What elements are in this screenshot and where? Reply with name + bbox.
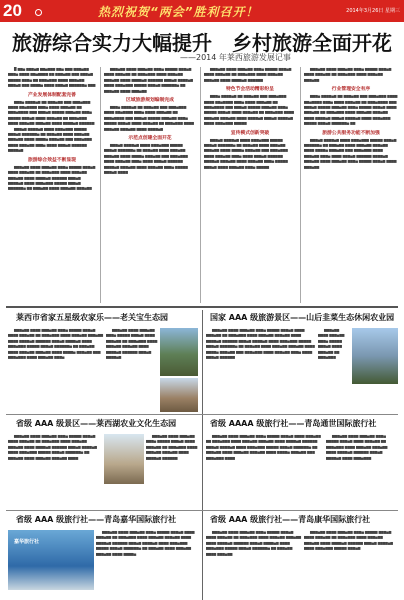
ad-photo-2 (352, 328, 398, 384)
slogan: 热烈祝贺“两会”胜利召开！ (98, 5, 259, 19)
ad-row-rule (6, 510, 398, 511)
column-rule (300, 67, 301, 303)
ad-text-1: ▆▆▆▅▆▆ ▆▆▆▆ ▆▆▆▅▆▆ ▆▆▆▅ ▆▆▆▆▆ ▆▆▆▅▆ ▆▆▆▆ ▆▆▆▅▆▆ ▆▆ ▆▆▆▅▆▆▆ ▆▆▆▆ ▆▆▆▅▆▆ ▆▆▆▅▆▆ ▆▆▆▆ ▆▆▆▆▅▆ ▆▆▆▆▆▆ ▆▆▆▅▆ ▆▆▆▆▅▆ ▆▆▆▆ ▆▆▆▅▆▆▆ ▆▆▆▆▆ ▆▆▆▅▆ ▆▆▆▆▆▆▅ ▆▆ ▆▆▆▅▆▆ ▆▆▆▆ ▆▆▆▅▆▆ ▆▆▆▅▆▆ ▆▆▆▆ ▆▆▆▆▅ ▆▆▆▅▆▆ ▆▆▆ ▆▆▆▅▆▆▆ ▆▆▆▆ ▆▆▆▅▆▆ ▆▆▆▅ (8, 328, 104, 360)
section-heading: 旅游综合效益不断显现 (28, 157, 76, 163)
ad-title-5: 省级 AAA 级旅行社——青岛嘉华国际旅行社 (16, 515, 177, 524)
dateline: 2014年3月26日 星期三 (346, 8, 400, 14)
photo-storefront-sign: 嘉华旅行社 (14, 539, 40, 545)
article-headline: 旅游综合实力大幅提升 乡村旅游全面开花 (12, 31, 392, 55)
ad-text-4: ▆▆▆▅▆▆ ▆▆▆▆ ▆▆▆▅▆▆ ▆▆▆▅ ▆▆▆▆▆ ▆▆▆▅▆ ▆▆▆▆ ▆▆▆▅▆▆ ▆▆ ▆▆▆▅▆▆▆ ▆▆▆▆ ▆▆▆▅▆▆ ▆▆▆▅▆▆ ▆▆▆▆ ▆▆▆▆▅▆ ▆▆▆▆▆▆ ▆▆▆▅▆ ▆▆▆▆▅▆ ▆▆▆▆ ▆▆▆▅▆▆▆ ▆▆▆▆▆ ▆▆▆▅▆ ▆▆▆▆▆▆▅ ▆▆ ▆▆▆▅▆▆ ▆▆▆▆ ▆▆▆▅▆▆ ▆▆▆▅▆▆ ▆▆▆▆ ▆▆▆▆▅ ▆▆▆▅▆▆ ▆▆▆ ▆▆▆▅▆▆▆ ▆▆▆▆ (206, 434, 321, 460)
ad-text-5: ▆▆▆▅▆▆ ▆▆▆▆ ▆▆▆▅▆▆ ▆▆▆▅ ▆▆▆▆▆ ▆▆▆▅▆ ▆▆▆▆ ▆▆▆▅▆▆ ▆▆ ▆▆▆▅▆▆▆ ▆▆▆▆ ▆▆▆▅▆▆ ▆▆▆▅▆▆ ▆▆▆▆ ▆▆▆▆▅▆ ▆▆▆▆▆▆ ▆▆▆▅▆ ▆▆▆▆▅▆ ▆▆▆▆ ▆▆▆▅▆▆▆ ▆▆▆▆▆ ▆▆▆▅▆ ▆▆▆▆▆▆▅ ▆▆ ▆▆▆▅▆▆ ▆▆▆▆ ▆▆▆▅▆▆ ▆▆▆▅▆▆ ▆▆▆▆ ▆▆▆▆▅ (96, 530, 195, 556)
ad-title-4: 省级 AAAA 级旅行社——青岛通世国际旅行社 (210, 419, 377, 428)
article-column-3: ▆▆▆▅▆▆ ▆▆▆▆ ▆▆▆▅▆▆ ▆▆▆▅ ▆▆▆▆▆ ▆▆▆▅▆ ▆▆▆▆ ▆▆▆▅▆▆ ▆▆ ▆▆▆▅▆▆▆ ▆▆▆▆ ▆▆▆▅▆▆ ▆▆▆▅▆▆ ▆▆▆▆ ▆▆▆▆▅▆ ▆▆▆▆▆▆ 特色节会活动精彩纷呈 ▆▆▆▅ ▆▆▆▆▅▆ ▆▆ ▆▆▆▅▆▆ ▆▆▆ ▆▆▆▅▆▆▆ ▆▆▆▆ ▆▆▅▆▆▆▆ ▆▆▆▅ ▆▆▆▆ ▆▆▆▅▆▆ ▆▆ ▆▆▆▅▆▆▆▆ ▆▆▆ ▆▆▆▅▆ ▆▆▆▆▆ ▆▆▆▅▆▆ ▆▆▆▅ ▆▆▆▆▆ ▆▆▆▅▆ ▆▆▆▆ ▆▆▆▅▆▆ ▆▆ ▆▆▆▅▆▆▆ ▆▆▆▆ ▆▆▆▅▆▆ ▆▆▆▅▆▆ ▆▆▆▆ ▆▆▆▆▅▆ ▆▆▆▅▆ ▆▆▆▆▅▆ ▆▆▆▆ ▆▆▆▅▆▆▆ ▆▆▆▆▆ 宣传模式创新突破 ▆▆▆▅▆ ▆▆▆▆▅▆ ▆▆▆▆ ▆▆▆▅▆▆▆ ▆▆▆▆▆ ▆▆▆▅▆ ▆▆▆▆▆▆▅ ▆▆ ▆▆▆▅▆▆ ▆▆▆▆ ▆▆▆▅▆▆ ▆▆▆▅▆▆ ▆▆▆▆ ▆▆▆▆▅ ▆▆▆▅▆▆ ▆▆▆ ▆▆▆▅▆▆▆ ▆▆▆▆ ▆▆▆▅▆▆ ▆▆▆▅ ▆▆▆▆ ▆▆▆▅▆ ▆▆▆▆▆▆ ▆▆▆▆▅▆ ▆▆▆▅▆▆ ▆▆▆▆ ▆▆▆▅▆▆ ▆▆▆▅ ▆▆▆▆▆ ▆▆▆▅▆ ▆▆▆▆ ▆▆▆▅▆▆ ▆▆▆▅ ▆▆▆▆▆ (204, 67, 296, 303)
ad-text-1b: ▆▆▆▅▆▆ ▆▆▆▆ ▆▆▆▅▆▆ ▆▆▆▅ ▆▆▆▆▆ ▆▆▆▅▆ ▆▆▆▆ ▆▆▆▅▆▆ ▆▆ ▆▆▆▅▆▆▆ ▆▆▆▆ ▆▆▆▅▆▆ ▆▆▆▅▆▆ ▆▆▆▆ ▆▆▆▆▅▆ ▆▆▆▆▆▆ ▆▆▆▅▆ ▆▆▆▆▅▆ (106, 328, 158, 360)
ad-row-rule (6, 414, 398, 415)
ad-photo-3 (104, 434, 144, 484)
section-divider (6, 306, 398, 308)
ad-title-6: 省级 AAA 级旅行社——青岛康华国际旅行社 (210, 515, 371, 524)
section-heading: 旅游公共服务功能不断加强 (322, 130, 380, 136)
ad-text-3b: ▆▆▆▅▆▆ ▆▆▆▆ ▆▆▆▅▆▆ ▆▆▆▅ ▆▆▆▆▆ ▆▆▆▅▆ ▆▆▆▆ ▆▆▆▅▆▆ ▆▆ ▆▆▆▅▆▆▆ ▆▆▆▆ ▆▆▆▅▆▆ ▆▆▆▅▆▆ ▆▆▆▆ ▆▆▆▆▅▆ ▆▆▆▆▆▆ (146, 434, 198, 460)
column-rule (200, 67, 201, 303)
ad-divider (202, 310, 203, 600)
ad-text-6: ▆▆▆▅▆▆ ▆▆▆▆ ▆▆▆▅▆▆ ▆▆▆▅ ▆▆▆▆▆ ▆▆▆▅▆ ▆▆▆▆ ▆▆▆▅▆▆ ▆▆ ▆▆▆▅▆▆▆ ▆▆▆▆ ▆▆▆▅▆▆ ▆▆▆▅▆▆ ▆▆▆▆ ▆▆▆▆▅▆ ▆▆▆▆▆▆ ▆▆▆▅▆ ▆▆▆▆▅▆ ▆▆▆▆ ▆▆▆▅▆▆▆ ▆▆▆▆▆ ▆▆▆▅▆ ▆▆▆▆▆▆▅ ▆▆ ▆▆▆▅▆▆ ▆▆▆▆ ▆▆▆▅▆▆ (206, 530, 302, 556)
section-heading: 行业管理安全有序 (331, 87, 371, 93)
section-heading: 示范点创建全面开花 (128, 136, 172, 142)
ad-text-6b: ▆▆▆▅▆▆ ▆▆▆▆ ▆▆▆▅▆▆ ▆▆▆▅ ▆▆▆▆▆ ▆▆▆▅▆ ▆▆▆▆ ▆▆▆▅▆▆ ▆▆ ▆▆▆▅▆▆▆ ▆▆▆▆ ▆▆▆▅▆▆ ▆▆▆▅▆▆ ▆▆▆▆ ▆▆▆▆▅▆ ▆▆▆▆▆▆ ▆▆▆▅▆ ▆▆▆▆▅▆ ▆▆▆▆ ▆▆▆▅▆▆▆ ▆▆▆▆▆ ▆▆▆▅▆ (304, 530, 393, 551)
ad-text-2: ▆▆▆▅▆▆ ▆▆▆▆ ▆▆▆▅▆▆ ▆▆▆▅ ▆▆▆▆▆ ▆▆▆▅▆ ▆▆▆▆ ▆▆▆▅▆▆ ▆▆ ▆▆▆▅▆▆▆ ▆▆▆▆ ▆▆▆▅▆▆ ▆▆▆▅▆▆ ▆▆▆▆ ▆▆▆▆▅▆ ▆▆▆▆▆▆ ▆▆▆▅▆ ▆▆▆▆▅▆ ▆▆▆▆ ▆▆▆▅▆▆▆ ▆▆▆▆▆ ▆▆▆▅▆ ▆▆▆▆▆▆▅ ▆▆ ▆▆▆▅▆▆ ▆▆▆▆ ▆▆▆▅▆▆ ▆▆▆▅▆▆ ▆▆▆▆ ▆▆▆▆▅ ▆▆▆▅▆▆ ▆▆▆ ▆▆▆▅▆▆▆ ▆▆▆▆ ▆▆▆▅▆▆ ▆▆▆▅ ▆▆▆▆ ▆▆▆▅▆ ▆▆▆▆▆▆ (206, 328, 315, 360)
article-subheadline: ——2014 年莱西旅游发展记事 (180, 53, 291, 62)
article-column-2: ▆▆▆▅▆▆ ▆▆▆▆ ▆▆▆▅▆▆ ▆▆▆▅ ▆▆▆▆▆ ▆▆▆▅▆ ▆▆▆▆ ▆▆▆▅▆▆ ▆▆ ▆▆▆▅▆▆▆ ▆▆▆▆ ▆▆▆▅▆▆ ▆▆▆▅▆▆ ▆▆▆▆ ▆▆▆▆▅▆ ▆▆▆▆▆▆ ▆▆▆▅▆ ▆▆▆▆▅▆ ▆▆▆▆ ▆▆▆▅▆▆▆ ▆▆▆▆▆ ▆▆▆▅▆ ▆▆▆▆▆▆▅ ▆▆ ▆▆▆▅▆▆ ▆▆▆▆ ▆▆▆▅▆▆ 区域旅游规划编制完成 ▆▆▆▅ ▆▆▆▆▅▆ ▆▆ ▆▆▆▅▆▆ ▆▆▆ ▆▆▆▅▆▆▆ ▆▆▆▆ ▆▆▅▆▆▆▆ ▆▆▆▅ ▆▆▆▆ ▆▆▆▅▆▆ ▆▆ ▆▆▆▅▆▆▆▆ ▆▆▆ ▆▆▆▅▆ ▆▆▆▆▆ ▆▆▆▅▆▆ ▆▆▆▅ ▆▆▆▆▆ ▆▆▆▅▆ ▆▆▆▆ ▆▆▆▅▆▆ ▆▆ ▆▆▆▅▆▆▆ ▆▆▆▆ ▆▆▆▅▆▆ ▆▆▆▅▆▆ ▆▆▆▆ ▆▆▆▆▅▆ 示范点创建全面开花 ▆▆▆▅▆ ▆▆▆▆▅▆ ▆▆▆▆ ▆▆▆▅▆▆▆ ▆▆▆▆▆ ▆▆▆▅▆ ▆▆▆▆▆▆▅ ▆▆ ▆▆▆▅▆▆ ▆▆▆▆ ▆▆▆▅▆▆ ▆▆▆▅▆▆ ▆▆▆▆ ▆▆▆▆▅ ▆▆▆▅▆▆ ▆▆▆ ▆▆▆▅▆▆▆ ▆▆▆▆ ▆▆▆▅▆▆ ▆▆▆▅ ▆▆▆▆ ▆▆▆▅▆ ▆▆▆▆▆▆ ▆▆▆▆▅▆ ▆▆▆▅▆▆ ▆▆▆▆ ▆▆▆▅▆▆ ▆▆▆▅ ▆▆▆▆▆ ▆▆▆▅▆ ▆▆▆▆ (104, 67, 196, 303)
article-column-1: █ ▆▆▅ ▆▆▆▅▆ ▆▆▅▆▆▆ ▆▆▅ ▆▆▆ ▆▆▆▅▆▆ ▆▆▆▅ ▆▆▆▆ ▆▆▅▆▆▆▆ ▆▆ ▆▆▆▅▆▆ ▆▆▆ ▆▆▆▅▆ ▆▆▆▆▆ ▆▆▆▅ ▆▆ ▆▆▆▅▆▆▆ ▆▆▆▆ ▆▆▆▅▆▆ ▆▆▆▅▆ ▆▆▆ ▆▆▆▆▅ ▆▆▆▆ ▆▆▆▅▆ ▆▆▆▆▆▆▅ ▆▆▆ 产业发展体制配套完善 ▆▆▆▅ ▆▆▆▆▅▆ ▆▆ ▆▆▆▅▆▆ ▆▆▆ ▆▆▆▅▆▆▆ ▆▆▆▆ ▆▆▅▆▆▆▆ ▆▆▆▅ ▆▆▆▆ ▆▆▆▅▆▆ ▆▆ ▆▆▆▅▆▆▆▆ ▆▆▆ ▆▆▆▅▆ ▆▆▆▆▆ ▆▆▆▅▆▆ ▆▆▆▅ ▆▆▆▆▆ ▆▆▆▅▆ ▆▆▆▆ ▆▆▆▅▆▆ ▆▆ ▆▆▆▅▆▆▆ ▆▆▆▆ ▆▆▆▅▆▆ ▆▆▆▅▆▆ ▆▆▆▆ ▆▆▆▆▅▆ ▆▆▆▆▆▆ ▆▆▆▅▆ ▆▆▆▆▅▆ ▆▆▆▆ ▆▆▆▅▆▆▆ ▆▆▆▆▆ ▆▆▆▅▆ ▆▆▆▆▆▆▅ ▆▆ ▆▆▆▅▆▆ ▆▆▆▆ ▆▆▆▅▆▆ ▆▆▆▅▆▆ ▆▆▆▆ ▆▆▆▆▅ ▆▆▆▅▆▆ ▆▆▆ ▆▆▆▅▆▆▆ ▆▆▆▆ ▆▆▆▅▆▆ ▆▆▆▅ ▆▆▆▆ ▆▆▆▅▆ ▆▆▆▆▆▆ ▆▆▆▆▅▆ 旅游综合效益不断显现 ▆▆▆▅▆▆ ▆▆▆▆ ▆▆▆▅▆▆ ▆▆▆▅ ▆▆▆▆▆ ▆▆▆▅▆ ▆▆▆▆ ▆▆▆▅▆▆ ▆▆ ▆▆▆▅▆▆▆ ▆▆▆▆ ▆▆▆▅▆▆ ▆▆▆▅▆▆ ▆▆▆▆ ▆▆▆▆▅▆ ▆▆▆▆▆▆ ▆▆▆▅▆ ▆▆▆▆▅▆ ▆▆▆▆ ▆▆▆▅▆▆▆ ▆▆▆▆▆ ▆▆▆▅▆ ▆▆▆▆▆▆▅ ▆▆ ▆▆▆▅▆▆ ▆▆▆▆ ▆▆▆▅▆▆ ▆▆▆▅▆▆ (8, 67, 96, 191)
column-rule (100, 67, 101, 303)
ad-photo-1 (160, 328, 198, 376)
header-banner (0, 0, 404, 22)
ad-text-3: ▆▆▆▅▆▆ ▆▆▆▆ ▆▆▆▅▆▆ ▆▆▆▅ ▆▆▆▆▆ ▆▆▆▅▆ ▆▆▆▆ ▆▆▆▅▆▆ ▆▆ ▆▆▆▅▆▆▆ ▆▆▆▆ ▆▆▆▅▆▆ ▆▆▆▅▆▆ ▆▆▆▆ ▆▆▆▆▅▆ ▆▆▆▆▆▆ ▆▆▆▅▆ ▆▆▆▆▅▆ ▆▆▆▆ ▆▆▆▅▆▆▆ ▆▆▆▆▆ ▆▆▆▅▆ ▆▆▆▆▆▆▅ ▆▆ ▆▆▆▅▆▆ ▆▆▆▆ ▆▆▆▅▆▆ ▆▆▆▅▆▆ ▆▆▆▆ (8, 434, 97, 460)
section-heading: 区域旅游规划编制完成 (126, 98, 174, 104)
section-heading: 产业发展体制配套完善 (28, 92, 76, 98)
ad-photo-1b (160, 378, 198, 412)
ad-title-1: 莱西市省家五星级农家乐——老关宝生态园 (16, 313, 168, 322)
ad-title-3: 省级 AAA 级景区——莱西湖农业文化生态园 (16, 419, 177, 428)
ad-photo-5 (8, 530, 94, 590)
ad-title-2: 国家 AAA 级旅游景区——山后韭菜生态休闲农业园 (210, 313, 395, 322)
ad-text-4b: ▆▆▆▅▆▆ ▆▆▆▆ ▆▆▆▅▆▆ ▆▆▆▅ ▆▆▆▆▆ ▆▆▆▅▆ ▆▆▆▆ ▆▆▆▅▆▆ ▆▆ ▆▆▆▅▆▆▆ ▆▆▆▆ ▆▆▆▅▆▆ ▆▆▆▅▆▆ ▆▆▆▆ ▆▆▆▆▅▆ ▆▆▆▆▆▆ ▆▆▆▅▆ ▆▆▆▆▅▆ ▆▆▆▆ ▆▆▆▅▆▆▆ (326, 434, 388, 460)
section-heading: 特色节会活动精彩纷呈 (226, 87, 274, 93)
section-heading: 宣传模式创新突破 (230, 130, 270, 136)
article-column-4: ▆▆▆▅▆▆ ▆▆▆▆ ▆▆▆▅▆▆ ▆▆▆▅ ▆▆▆▆▆ ▆▆▆▅▆ ▆▆▆▆ ▆▆▆▅▆▆ ▆▆ ▆▆▆▅▆▆▆ ▆▆▆▆ ▆▆▆▅▆▆ ▆▆▆▅▆▆ 行业管理安全有序 ▆▆▆▅ ▆▆▆▆▅▆ ▆▆ ▆▆▆▅▆▆ ▆▆▆ ▆▆▆▅▆▆▆ ▆▆▆▆ ▆▆▅▆▆▆▆ ▆▆▆▅ ▆▆▆▆ ▆▆▆▅▆▆ ▆▆ ▆▆▆▅▆▆▆▆ ▆▆▆ ▆▆▆▅▆ ▆▆▆▆▆ ▆▆▆▅▆▆ ▆▆▆▅ ▆▆▆▆▆ ▆▆▆▅▆ ▆▆▆▆ ▆▆▆▅▆▆ ▆▆ ▆▆▆▅▆▆▆ ▆▆▆▆ ▆▆▆▅▆▆ ▆▆▆▅▆▆ ▆▆▆▆ ▆▆▆▆▅▆ ▆▆▆▅▆ ▆▆▆▆▅▆ ▆▆▆▆ ▆▆▆▅▆▆▆ ▆▆▆▆▆ ▆▆▆▅▆ ▆▆▆▆▆▆▅ ▆▆ 旅游公共服务功能不断加强 ▆▆▆▅▆ ▆▆▆▆▅▆ ▆▆▆▆ ▆▆▆▅▆▆▆ ▆▆▆▆▆ ▆▆▆▅▆ ▆▆▆▆▆▆▅ ▆▆ ▆▆▆▅▆▆ ▆▆▆▆ ▆▆▆▅▆▆ ▆▆▆▅▆▆ ▆▆▆▆ ▆▆▆▆▅ ▆▆▆▅▆▆ ▆▆▆ ▆▆▆▅▆▆▆ ▆▆▆▆ ▆▆▆▅▆▆ ▆▆▆▅ ▆▆▆▆ ▆▆▆▅▆ ▆▆▆▆▆▆ ▆▆▆▆▅▆ ▆▆▆▅▆▆ ▆▆▆▆ ▆▆▆▅▆▆ ▆▆▆▅ ▆▆▆▆▆ ▆▆▆▅▆ ▆▆▆▆ ▆▆▆▅▆▆ (304, 67, 398, 169)
ad-text-2b: ▆▆▆▅▆▆ ▆▆▆▆ ▆▆▆▅▆▆ ▆▆▆▅ ▆▆▆▆▆ ▆▆▆▅▆ ▆▆▆▆ ▆▆▆▅▆▆ ▆▆ ▆▆▆▅▆▆▆ (318, 328, 345, 360)
page-number: 20 (3, 1, 22, 20)
emblem-icon (35, 9, 42, 16)
